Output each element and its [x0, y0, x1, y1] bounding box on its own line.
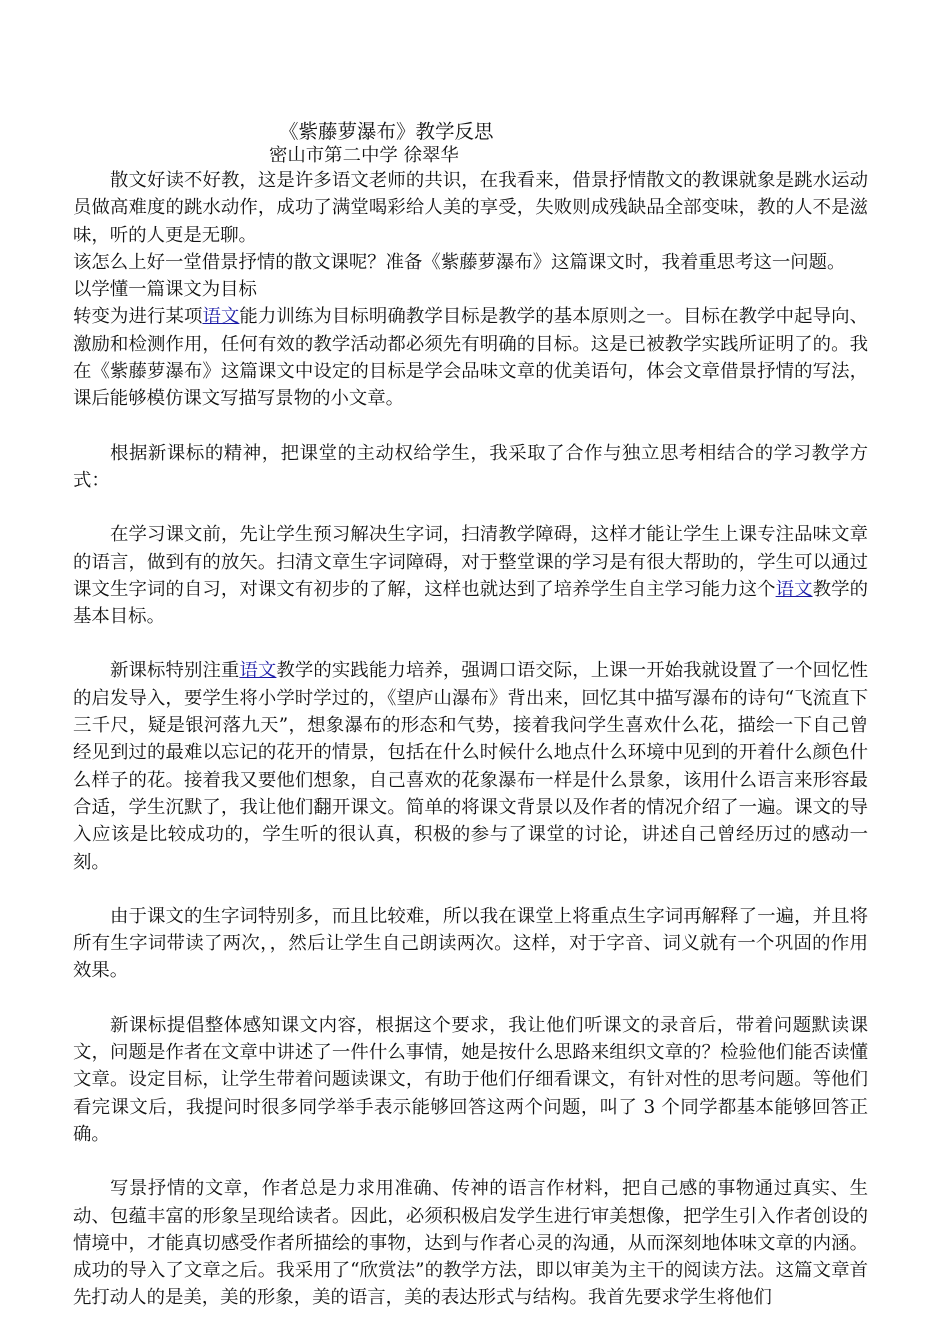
- paragraph: 散文好读不好教，这是许多语文老师的共识，在我看来，借景抒情散文的教课就象是跳水运动员做高难度的跳水动作，成功了满堂喝彩给人美的享受，失败则成残缺品全部变味，教的人不是滋味，听的人更是无聊。: [73, 170, 868, 246]
- text-run: 能力训练为目标明确教学目标是教学的基本原则之一。目标在教学中起导向、激励和检测作用，任何有效的教学活动都必须先有明确的目标。这是已被教学实践所证明了的。我在《紫藤萝瀑布》这篇课文中设定的目标是学会品味文章的优美语句，体会文章借景抒情的写法，课后能够模仿课文写描写景物的小文章。: [73, 306, 868, 410]
- yuwen-link[interactable]: 语文: [202, 306, 240, 328]
- text-run: 转变为进行某项: [73, 306, 203, 328]
- paragraph: [73, 657, 868, 875]
- text-run: 教学的基本目标。: [73, 578, 868, 628]
- yuwen-link[interactable]: 语文: [239, 660, 277, 682]
- section-heading: 以学懂一篇课文为目标: [73, 279, 257, 301]
- yuwen-link[interactable]: 语文: [775, 578, 813, 600]
- page-title: 《紫藤萝瀑布》教学反思: [279, 120, 494, 143]
- paragraph: 写景抒情的文章，作者总是力求用准确、传神的语言作材料，把自己感的事物通过真实、生动、包蕴丰富的形象呈现给读者。因此，必须积极启发学生进行审美想像，把学生引入作者创设的情境中，才能真切感受作者所描绘的事物，达到与作者心灵的沟通，从而深刻地体味文章的内涵。成功的导入了文章之后。我采用了“欣赏法”的教学方法，即以审美为主干的阅读方法。这篇文章首先打动人的是美，美的形象，美的语言，美的表达形式与结构。我首先要求学生将他们: [73, 1178, 868, 1309]
- paragraph: 新课标提倡整体感知课文内容，根据这个要求，我让他们听课文的录音后，带着问题默读课文，问题是作者在文章中讲述了一件什么事情，她是按什么思路来组织文章的？检验他们能否读懂文章。设定目标，让学生带着问题读课文，有助于他们仔细看课文，有针对性的思考问题。等他们看完课文后，我提问时很多同学举手表示能够回答这两个问题，叫了 3 个同学都基本能够回答正确。: [73, 1014, 868, 1145]
- text-run: 新课标特别注重: [110, 660, 240, 682]
- document-page: [73, 118, 868, 1312]
- paragraph: [73, 303, 868, 412]
- paragraph: 由于课文的生字词特别多，而且比较难，所以我在课堂上将重点生字词再解释了一遍，并且将所有生字词带读了两次，，然后让学生自己朗读两次。这样，对于字音、词义就有一个巩固的作用效果。: [73, 905, 868, 982]
- text-run: 教学的实践能力培养，强调口语交际，上课一开始我就设置了一个回忆性的启发导入，要学生将小学时学过的，《望庐山瀑布》背出来，回忆其中描写瀑布的诗句“飞流直下三千尺，疑是银河落九天”，想象瀑布的形态和气势，接着我问学生喜欢什么花，描绘一下自己曾经见到过的最难以忘记的花开的情景，包括在什么时候什么地点什么环境中见到的开着什么颜色什么样子的花。接着我又要他们想象，自己喜欢的花象瀑布一样是什么景象，该用什么语言来形容最合适，学生沉默了，我让他们翻开课文。简单的将课文背景以及作者的情况介绍了一遍。课文的导入应该是比较成功的，学生听的很认真，积极的参与了课堂的讨论，讲述自己曾经历过的感动一刻。: [73, 660, 868, 873]
- paragraph: 该怎么上好一堂借景抒情的散文课呢？准备《紫藤萝瀑布》这篇课文时，我着重思考这一问题。: [73, 251, 846, 273]
- text-run: 在学习课文前，先让学生预习解决生字词，扫清教学障碍，这样才能让学生上课专注品味文章的语言，做到有的放矢。扫清文章生字词障碍，对于整堂课的学习是有很大帮助的，学生可以通过课文生字词的自习，对课文有初步的了解，这样也就达到了培养学生自主学习能力这个: [73, 524, 868, 600]
- author-line: 密山市第二中学 徐翠华: [269, 145, 459, 166]
- paragraph: [73, 521, 868, 630]
- paragraph: 根据新课标的精神，把课堂的主动权给学生，我采取了合作与独立思考相结合的学习教学方式：: [73, 442, 868, 491]
